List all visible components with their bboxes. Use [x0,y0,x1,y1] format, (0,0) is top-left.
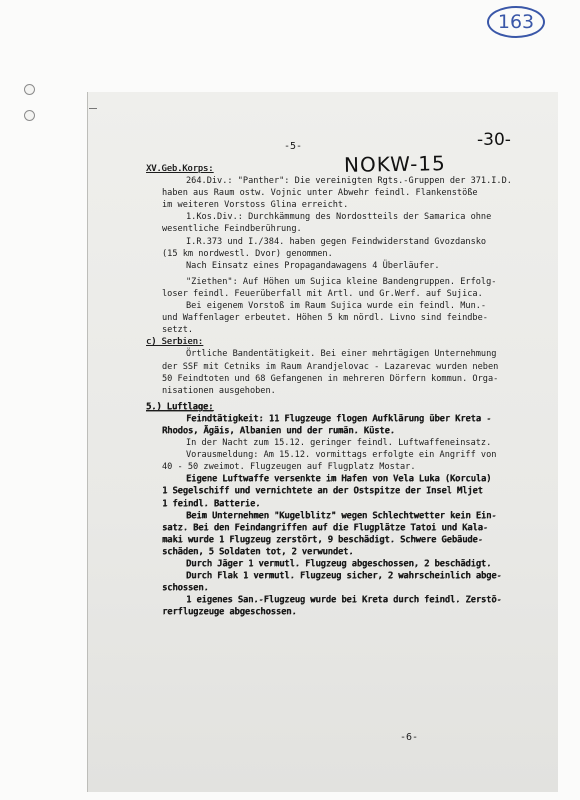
text-line: XV.Geb.Korps: [146,164,214,174]
page-number-bottom: -6- [400,732,419,743]
punch-hole [24,110,35,121]
text-line: nisationen ausgehoben. [162,385,276,396]
margin-mark [89,108,97,109]
text-line: 40 - 50 zweimot. Flugzeugen auf Flugplatz Mostar. [162,462,416,473]
text-line: 264.Div.: "Panther": Die vereinigten Rgts.-Gruppen der 371.I.D. [186,176,512,187]
text-line: c) Serbien: [146,337,203,348]
text-line: 1 Segelschiff und vernichtete an der Ostspitze der Insel Mljet [162,486,483,497]
text-line: wesentliche Feindberührung. [162,224,302,235]
document-body [146,163,557,618]
text-line: (15 km nordwestl. Dvor) genommen. [162,248,333,259]
text-line: setzt. [162,325,194,336]
text-line: Beim Unternehmen "Kugelblitz" wegen Schlechtwetter kein Ein- [186,510,497,521]
text-line: satz. Bei den Feindangriffen auf die Flugplätze Tatoi und Kala- [162,522,488,533]
text-line: Durch Jäger 1 vermutl. Flugzeug abgeschossen, 2 beschädigt. [186,559,492,569]
page-number-top: -5- [284,141,303,152]
text-line: maki wurde 1 Flugzeug zerstört, 9 beschädigt. Schwere Gebäude- [162,534,483,545]
text-line: schäden, 5 Soldaten tot, 2 verwundet. [162,546,354,557]
text-line: Rhodos, Ägäis, Albanien und der rumän. Küste. [162,425,395,436]
text-line: rerflugzeuge abgeschossen. [162,607,297,618]
text-line: und Waffenlager erbeutet. Höhen 5 km nördl. Livno sind feindbe- [162,313,488,324]
text-line: 5.) Luftlage: [146,401,214,412]
text-line: Vorausmeldung: Am 15.12. vormittags erfolgte ein Angriff von [186,450,497,461]
text-line: Örtliche Bandentätigkeit. Bei einer mehrtägigen Unternehmung [186,349,497,360]
punch-hole [24,84,35,95]
text-line: 1.Kos.Div.: Durchkämmung des Nordostteils der Samarica ohne [186,212,492,223]
text-line: Nach Einsatz eines Propagandawagens 4 Überläufer. [186,260,440,271]
text-line: im weiteren Vorstoss Glina erreicht. [162,200,349,211]
document-reference: NOKW-15 [343,151,446,177]
text-line: schossen. [162,583,209,594]
text-line: Feindtätigkeit: 11 Flugzeuge flogen Aufklärung über Kreta - [186,413,492,424]
text-line: haben aus Raum ostw. Vojnic unter Abwehr feindl. Flankenstöße [162,188,478,199]
text-line: Durch Flak 1 vermutl. Flugzeug sicher, 2 wahrscheinlich abge- [186,571,502,582]
text-line: "Ziethen": Auf Höhen um Sujica kleine Bandengruppen. Erfolg- [186,276,497,287]
text-line: der SSF mit Cetniks im Raum Arandjelovac - Lazarevac wurden neben [162,361,499,372]
text-line: I.R.373 und I./384. haben gegen Feindwiderstand Gvozdansko [186,236,487,247]
text-line: In der Nacht zum 15.12. geringer feindl. Luftwaffeneinsatz. [186,438,492,449]
text-line: loser feindl. Feuerüberfall mit Artl. und Gr.Werf. auf Sujica. [162,288,483,299]
text-line: Bei eigenem Vorstoß im Raum Sujica wurde ein feindl. Mun.- [186,301,487,312]
archive-stamp: 163 [487,6,545,38]
text-line: 50 Feindtoten und 68 Gefangenen in mehreren Dörfern kommun. Orga- [162,373,499,384]
text-line: 1 feindl. Batterie. [162,498,261,509]
text-line: 1 eigenes San.-Flugzeug wurde bei Kreta durch feindl. Zerstö- [186,595,502,606]
text-line: Eigene Luftwaffe versenkte im Hafen von Vela Luka (Korcula) [186,474,492,485]
reference-page-number: -30- [477,130,511,150]
